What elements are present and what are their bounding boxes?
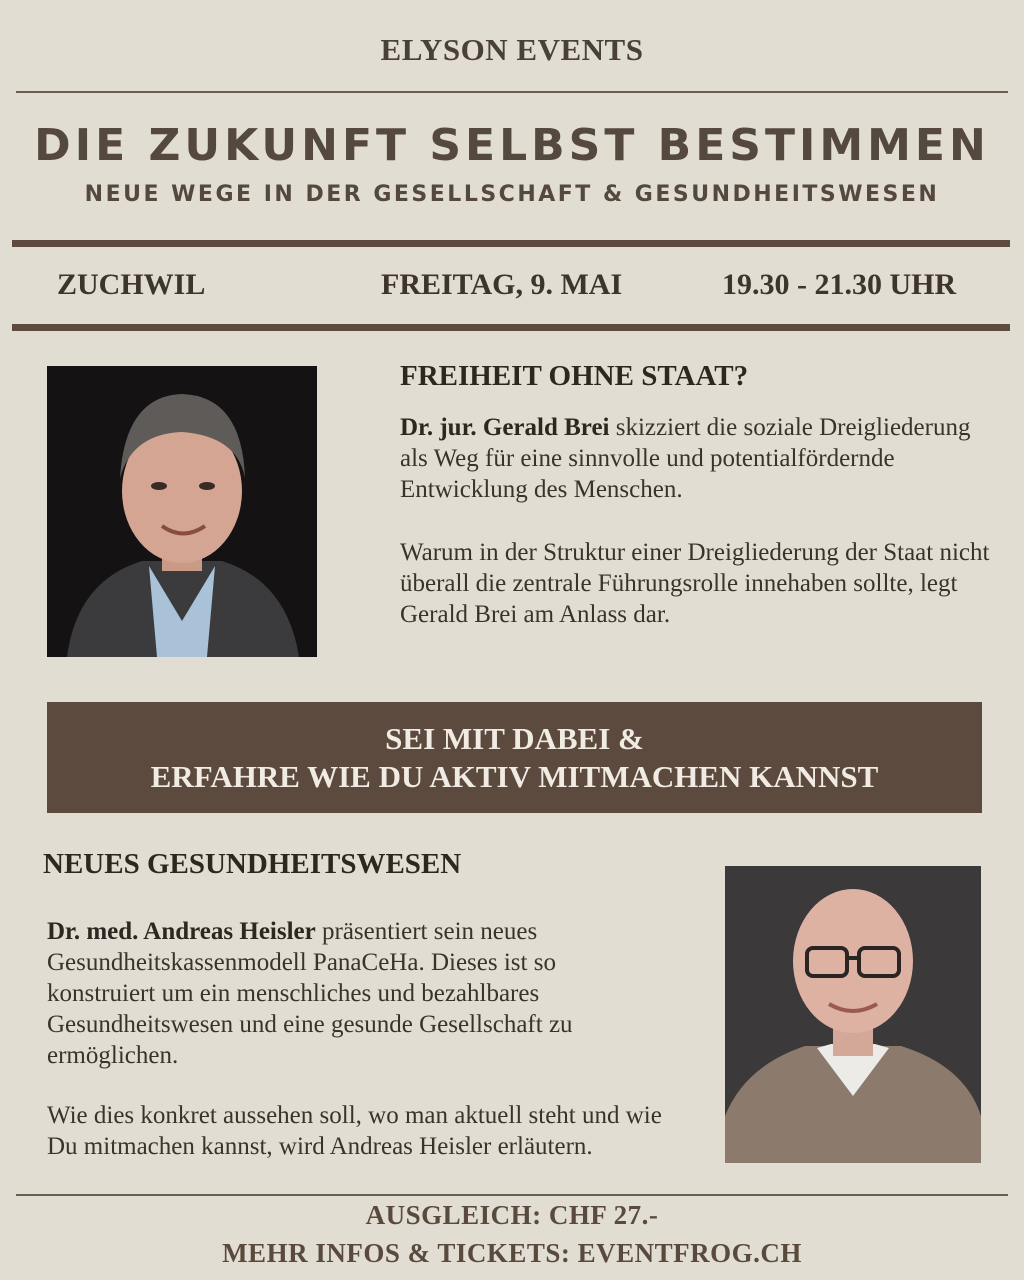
speaker-name-andreas-heisler: Dr. med. Andreas Heisler bbox=[47, 918, 316, 945]
divider bbox=[16, 91, 1008, 93]
call-to-action-banner bbox=[47, 702, 982, 813]
divider bbox=[12, 240, 1010, 247]
section-heading-gesundheitswesen: NEUES GESUNDHEITSWESEN bbox=[43, 848, 462, 880]
section1-paragraph-2: Warum in der Struktur einer Dreigliederung der Staat nicht überall die zentrale Führungsrolle innehaben sollte, legt Gerald Brei am Anlass dar. bbox=[400, 539, 990, 628]
portrait-icon bbox=[47, 366, 317, 657]
section1-paragraph-1 bbox=[400, 412, 990, 505]
divider bbox=[12, 324, 1010, 331]
page-subtitle: NEUE WEGE IN DER GESELLSCHAFT & GESUNDHEITSWESEN bbox=[84, 182, 940, 207]
speaker-name-gerald-brei: Dr. jur. Gerald Brei bbox=[400, 414, 610, 441]
section2-paragraph-2: Wie dies konkret aussehen soll, wo man aktuell steht und wie Du mitmachen kannst, wird Andreas Heisler erläutern. bbox=[47, 1102, 662, 1160]
speaker-photo-andreas-heisler bbox=[725, 866, 981, 1163]
tickets-info: MEHR INFOS & TICKETS: EVENTFROG.CH bbox=[222, 1238, 802, 1268]
section-heading-freiheit: FREIHEIT OHNE STAAT? bbox=[400, 360, 749, 392]
section2-paragraph-1 bbox=[47, 916, 667, 1071]
brand-name: ELYSON EVENTS bbox=[380, 32, 644, 67]
event-time: 19.30 - 21.30 UHR bbox=[722, 268, 957, 301]
section2-paragraph-1-text: präsentiert sein neues Gesundheitskassenmodell PanaCeHa. Dieses ist so konstruiert um ein menschliches und bezahlbares Gesundheitswesen und eine gesunde Gesellschaft zu ermöglichen. bbox=[47, 918, 573, 1069]
section1-paragraph-1-text: skizziert die soziale Dreigliederung als Weg für eine sinnvolle und potentialfördernde Entwicklung des Menschen. bbox=[400, 414, 971, 503]
price-info: AUSGLEICH: CHF 27.- bbox=[365, 1200, 659, 1230]
banner-line-1: SEI MIT DABEI & bbox=[385, 720, 644, 756]
event-location: ZUCHWIL bbox=[57, 268, 206, 301]
event-date: FREITAG, 9. MAI bbox=[381, 268, 623, 301]
divider bbox=[16, 1194, 1008, 1196]
page-title: DIE ZUKUNFT SELBST BESTIMMEN bbox=[34, 120, 990, 171]
banner-line-2: ERFAHRE WIE DU AKTIV MITMACHEN KANNST bbox=[150, 758, 879, 794]
portrait-icon bbox=[725, 866, 981, 1163]
speaker-photo-gerald-brei bbox=[47, 366, 317, 657]
